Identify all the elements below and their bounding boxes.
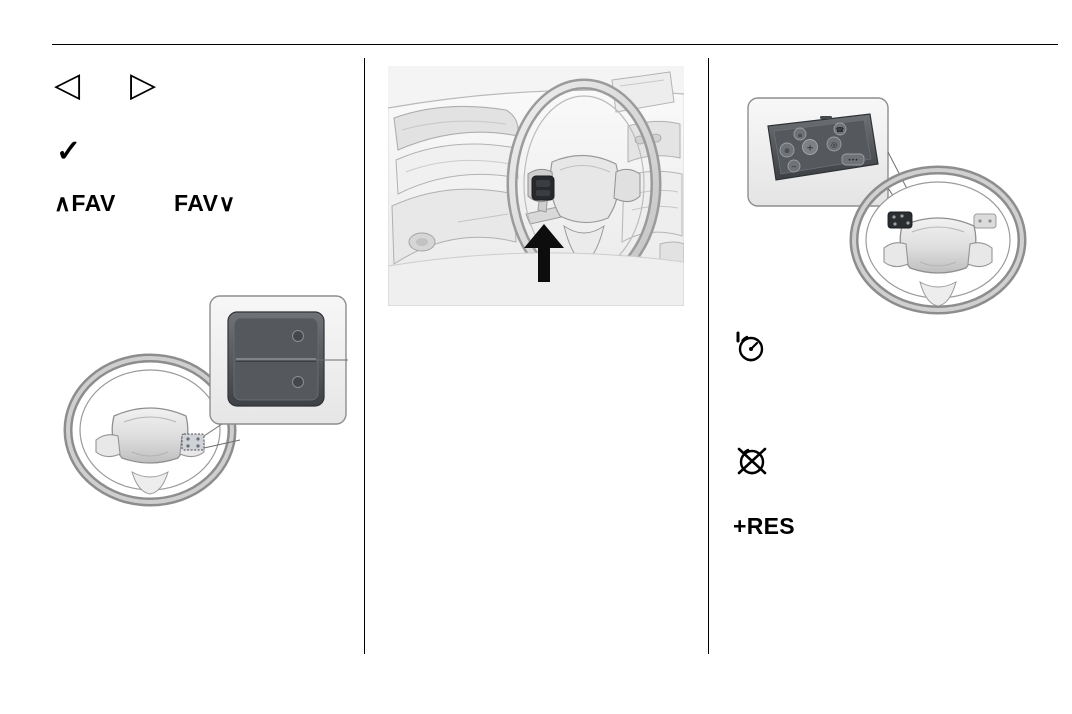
instrument-panel-steering-wheel-figure (388, 66, 684, 306)
steering-wheel-graphic (68, 358, 232, 502)
svg-text:+: + (806, 143, 814, 154)
steering-wheel-audio-controls-figure (58, 290, 350, 520)
fav-down-label: FAV∨ (174, 190, 236, 216)
column-divider-left (364, 58, 365, 654)
resume-increase-label: +RES (733, 513, 795, 539)
svg-text:☎: ☎ (835, 126, 845, 134)
cruise-control-off-icon (733, 443, 771, 482)
checkmark-icon: ✓ (56, 135, 82, 168)
svg-text:•••: ••• (847, 157, 859, 164)
right-arrow-icon: ▷ (130, 66, 157, 104)
svg-text:−: − (791, 163, 797, 171)
cruise-controls-callout (748, 98, 888, 206)
steering-wheel-cruise-controls-figure (742, 92, 1032, 322)
audio-control-cluster-highlight (182, 434, 204, 450)
svg-text:≡: ≡ (797, 132, 803, 139)
steering-wheel-graphic-right (854, 170, 1022, 310)
fav-up-label: ∧FAV (54, 190, 116, 216)
svg-text:◎: ◎ (830, 141, 838, 149)
left-arrow-icon: ◁ (54, 66, 81, 104)
cruise-button-bar (820, 116, 832, 119)
cruise-control-cluster-highlight (888, 212, 912, 228)
steering-wheel-control-pad (532, 176, 554, 200)
audio-controls-callout (210, 296, 348, 424)
column-divider-right (708, 58, 709, 654)
cruise-control-icon (733, 330, 769, 369)
header-divider (52, 44, 1058, 45)
svg-text:⊚: ⊚ (784, 147, 790, 155)
